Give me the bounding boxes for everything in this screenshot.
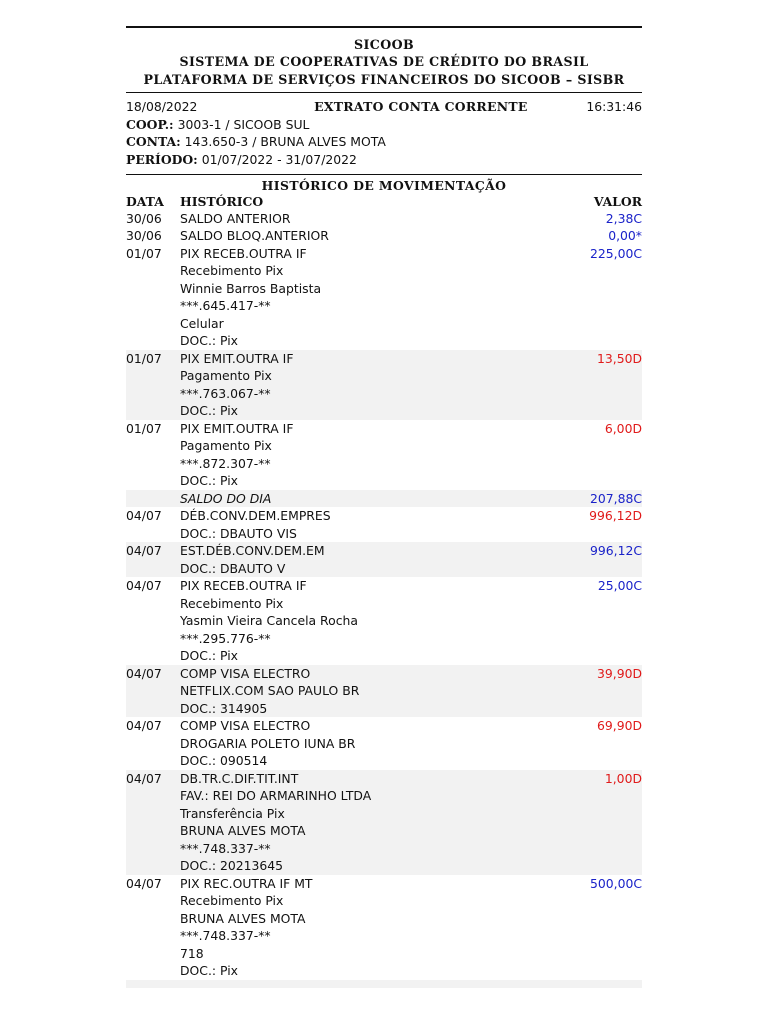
coop-row	[126, 116, 642, 134]
transaction-row	[126, 542, 642, 577]
transaction-value: 0,00*	[608, 228, 642, 244]
coop-value: 3003-1 / SICOOB SUL	[177, 116, 310, 132]
transaction-row	[126, 490, 642, 508]
history-line: 718	[180, 945, 204, 961]
transaction-row	[126, 717, 642, 770]
transaction-value: 225,00C	[589, 245, 642, 261]
transaction-date: 04/07	[126, 543, 162, 559]
history-line: DÉB.CONV.DEM.EMPRES	[180, 508, 331, 524]
transaction-date: 04/07	[126, 770, 162, 786]
history-line: Recebimento Pix	[180, 595, 284, 611]
transaction-date: 01/07	[126, 245, 162, 261]
transaction-value: 39,90D	[596, 665, 642, 681]
transaction-history	[180, 542, 532, 577]
list-end-band	[126, 980, 642, 988]
header-line-3: PLATAFORMA DE SERVIÇOS FINANCEIROS DO SICOOB – SISBR	[143, 71, 625, 87]
history-line: DOC.: Pix	[180, 403, 238, 419]
transaction-row	[126, 350, 642, 420]
history-line: PIX EMIT.OUTRA IF	[180, 350, 294, 366]
history-line: COMP VISA ELECTRO	[180, 665, 311, 681]
col-value-header: VALOR	[593, 193, 642, 209]
transaction-date: 04/07	[126, 875, 162, 891]
history-line: ***.872.307-**	[180, 455, 271, 471]
transaction-history	[180, 420, 532, 490]
transaction-value: 207,88C	[589, 490, 642, 506]
history-line: ***.748.337-**	[180, 928, 271, 944]
transaction-date: 04/07	[126, 578, 162, 594]
transaction-row	[126, 770, 642, 875]
transaction-history	[180, 717, 532, 770]
conta-value: 143.650-3 / BRUNA ALVES MOTA	[184, 134, 386, 150]
history-line: BRUNA ALVES MOTA	[180, 910, 306, 926]
history-line: ***.763.067-**	[180, 385, 271, 401]
transaction-value: 69,90D	[596, 718, 642, 734]
history-line: DOC.: 20213645	[180, 858, 284, 874]
history-line: Recebimento Pix	[180, 263, 284, 279]
transaction-row	[126, 875, 642, 980]
history-line: Pagamento Pix	[180, 368, 272, 384]
history-line: BRUNA ALVES MOTA	[180, 823, 306, 839]
periodo-row	[126, 151, 642, 169]
table-header	[126, 193, 642, 210]
transaction-row	[126, 227, 642, 245]
transaction-value: 25,00C	[597, 578, 642, 594]
transaction-value: 2,38C	[605, 210, 642, 226]
transaction-row	[126, 245, 642, 350]
history-line: ***.645.417-**	[180, 298, 271, 314]
history-line: DOC.: Pix	[180, 333, 238, 349]
issue-date: 18/08/2022	[126, 99, 198, 115]
history-line: NETFLIX.COM SAO PAULO BR	[180, 683, 360, 699]
history-line: DOC.: Pix	[180, 648, 238, 664]
statement-page	[126, 26, 642, 988]
transaction-value: 996,12C	[589, 543, 642, 559]
conta-label: CONTA:	[126, 134, 181, 150]
history-line: SALDO BLOQ.ANTERIOR	[180, 228, 329, 244]
transaction-date	[126, 490, 180, 508]
issue-time: 16:31:46	[586, 99, 642, 115]
transaction-history	[180, 770, 532, 875]
bank-header	[126, 28, 642, 92]
transaction-value: 13,50D	[596, 350, 642, 366]
account-info	[126, 93, 642, 173]
history-line: PIX RECEB.OUTRA IF	[180, 245, 307, 261]
history-line: Recebimento Pix	[180, 893, 284, 909]
history-line: DOC.: Pix	[180, 473, 238, 489]
col-date-header: DATA	[126, 193, 164, 209]
history-line: DROGARIA POLETO IUNA BR	[180, 735, 356, 751]
document-title: EXTRATO CONTA CORRENTE	[314, 99, 528, 115]
transaction-date: 30/06	[126, 228, 162, 244]
history-line: PIX EMIT.OUTRA IF	[180, 420, 294, 436]
transaction-date: 04/07	[126, 665, 162, 681]
history-line: DOC.: DBAUTO VIS	[180, 525, 297, 541]
transaction-history	[180, 227, 532, 245]
transaction-value: 500,00C	[589, 875, 642, 891]
periodo-value: 01/07/2022 - 31/07/2022	[201, 152, 357, 167]
history-line: DOC.: Pix	[180, 963, 238, 979]
transaction-row	[126, 665, 642, 718]
history-line: DOC.: 090514	[180, 753, 268, 769]
conta-row	[126, 133, 642, 151]
history-line: Pagamento Pix	[180, 438, 272, 454]
history-line: DOC.: DBAUTO V	[180, 560, 286, 576]
transaction-date: 04/07	[126, 718, 162, 734]
transaction-row	[126, 420, 642, 490]
transaction-history	[180, 577, 532, 665]
history-line: Celular	[180, 315, 224, 331]
transaction-date: 30/06	[126, 210, 162, 226]
transaction-history	[180, 210, 532, 228]
transaction-history	[180, 875, 532, 980]
history-line: PIX RECEB.OUTRA IF	[180, 578, 307, 594]
history-line: DOC.: 314905	[180, 700, 268, 716]
header-line-1: SICOOB	[354, 37, 414, 52]
transaction-value: 6,00D	[604, 420, 642, 436]
transaction-history	[180, 507, 532, 542]
periodo-label: PERÍODO:	[126, 152, 198, 167]
transaction-value: 1,00D	[604, 770, 642, 786]
transaction-value: 996,12D	[589, 508, 642, 524]
transaction-date: 04/07	[126, 508, 162, 524]
coop-label: COOP.:	[126, 116, 174, 132]
history-line: SALDO DO DIA	[180, 490, 272, 506]
transaction-history	[180, 490, 532, 508]
section-title: HISTÓRICO DE MOVIMENTAÇÃO	[261, 177, 507, 193]
transaction-date: 01/07	[126, 420, 162, 436]
history-line: Yasmin Vieira Cancela Rocha	[180, 613, 358, 629]
transaction-row	[126, 577, 642, 665]
history-line: PIX REC.OUTRA IF MT	[180, 875, 313, 891]
transaction-row	[126, 507, 642, 542]
transaction-history	[180, 665, 532, 718]
history-line: DB.TR.C.DIF.TIT.INT	[180, 770, 299, 786]
history-line: Transferência Pix	[180, 805, 285, 821]
history-line: COMP VISA ELECTRO	[180, 718, 311, 734]
transaction-row	[126, 210, 642, 228]
history-line: EST.DÉB.CONV.DEM.EM	[180, 543, 325, 559]
transaction-list	[126, 210, 642, 980]
history-line: SALDO ANTERIOR	[180, 210, 291, 226]
col-history-header: HISTÓRICO	[180, 193, 264, 209]
header-line-2: SISTEMA DE COOPERATIVAS DE CRÉDITO DO BRASIL	[179, 54, 589, 70]
history-line: Winnie Barros Baptista	[180, 280, 322, 296]
transaction-date: 01/07	[126, 350, 162, 366]
history-line: ***.295.776-**	[180, 630, 271, 646]
transaction-history	[180, 350, 532, 420]
history-line: FAV.: REI DO ARMARINHO LTDA	[180, 788, 372, 804]
history-line: ***.748.337-**	[180, 840, 271, 856]
transaction-history	[180, 245, 532, 350]
